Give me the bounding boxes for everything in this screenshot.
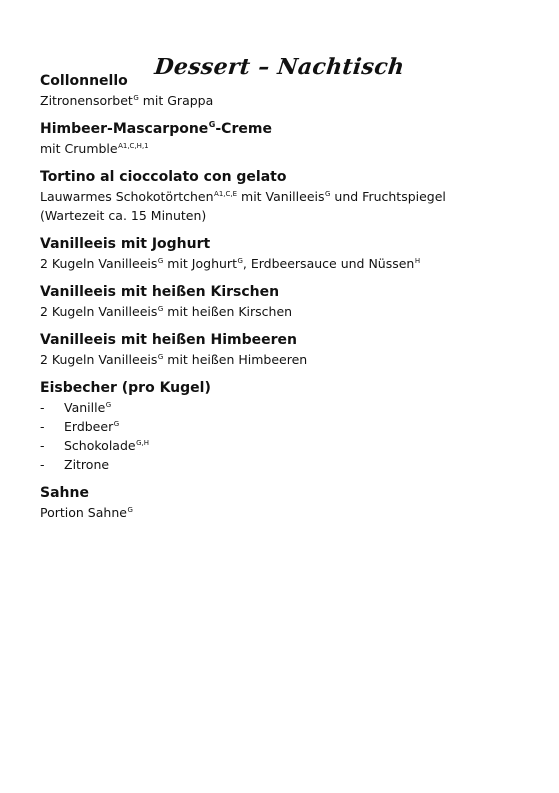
item-description bbox=[40, 350, 540, 369]
allergen-code: G bbox=[157, 257, 164, 265]
allergen-code: G,H bbox=[136, 439, 149, 447]
item-name: Vanilleeis mit heißen Kirschen bbox=[40, 284, 280, 300]
scoop-flavor-list bbox=[40, 398, 540, 474]
item-description bbox=[40, 302, 540, 321]
item-name: Vanilleeis mit Joghurt bbox=[40, 236, 211, 252]
list-item bbox=[40, 417, 540, 436]
desc-text: (Wartezeit ca. 15 Minuten) bbox=[40, 208, 207, 223]
desc-text: mit Grappa bbox=[138, 93, 214, 108]
desc-text: mit heißen Himbeeren bbox=[163, 352, 308, 367]
allergen-code: H bbox=[414, 257, 421, 265]
allergen-code: G bbox=[133, 94, 139, 102]
item-name: Tortino al cioccolato con gelato bbox=[40, 169, 287, 185]
allergen-code: A1,C,E bbox=[214, 190, 238, 198]
page-title: Dessert – Nachtisch bbox=[153, 53, 406, 80]
menu-item bbox=[40, 120, 540, 158]
desc-text: mit Joghurt bbox=[163, 256, 237, 271]
desc-text: Zitronensorbet bbox=[40, 93, 133, 108]
menu-item bbox=[40, 72, 540, 110]
desc-text: mit heißen Kirschen bbox=[163, 304, 293, 319]
allergen-code: G bbox=[113, 420, 120, 428]
dash-bullet: - bbox=[40, 419, 45, 434]
desc-text: Lauwarmes Schokotörtchen bbox=[40, 189, 214, 204]
item-name: Sahne bbox=[40, 485, 89, 501]
desc-text: mit Vanilleeis bbox=[237, 189, 325, 204]
allergen-code: G bbox=[157, 353, 164, 361]
flavor-text: Schokolade bbox=[64, 438, 136, 453]
allergen-code: G bbox=[127, 506, 133, 514]
list-item bbox=[40, 455, 540, 474]
allergen-code: G bbox=[157, 305, 164, 313]
menu-content bbox=[40, 72, 540, 532]
item-description bbox=[40, 503, 540, 522]
allergen-code: G bbox=[105, 401, 112, 409]
menu-item bbox=[40, 331, 540, 369]
desc-text: 2 Kugeln Vanilleeis bbox=[40, 304, 158, 319]
desc-text: 2 Kugeln Vanilleeis bbox=[40, 352, 158, 367]
item-description bbox=[40, 187, 540, 206]
menu-item bbox=[40, 283, 540, 321]
menu-item bbox=[40, 168, 540, 225]
desc-text: 2 Kugeln Vanilleeis bbox=[40, 256, 158, 271]
flavor-text: Erdbeer bbox=[64, 419, 114, 434]
desc-text: , Erdbeersauce und Nüssen bbox=[242, 256, 415, 271]
item-description bbox=[40, 206, 540, 225]
menu-item bbox=[40, 484, 540, 522]
flavor-text: Zitrone bbox=[64, 457, 110, 472]
item-description bbox=[40, 91, 540, 110]
desc-text: mit Crumble bbox=[40, 141, 118, 156]
dash-bullet: - bbox=[40, 400, 45, 415]
desc-text: und Fruchtspiegel bbox=[330, 189, 446, 204]
list-item bbox=[40, 398, 540, 417]
item-name: Collonnello bbox=[40, 73, 128, 89]
item-name: Vanilleeis mit heißen Himbeeren bbox=[40, 332, 297, 348]
item-name-text: Himbeer-Mascarpone bbox=[40, 121, 209, 137]
allergen-code: A1,C,H,1 bbox=[118, 142, 149, 150]
desc-text: Portion Sahne bbox=[40, 505, 127, 520]
item-description bbox=[40, 139, 540, 158]
dash-bullet: - bbox=[40, 457, 45, 472]
item-name bbox=[40, 120, 540, 139]
menu-item bbox=[40, 235, 540, 273]
item-name: Eisbecher (pro Kugel) bbox=[40, 380, 211, 396]
flavor-text: Vanille bbox=[64, 400, 106, 415]
allergen-code: G bbox=[208, 120, 216, 129]
dash-bullet: - bbox=[40, 438, 45, 453]
allergen-code: G bbox=[237, 257, 243, 265]
allergen-code: G bbox=[325, 190, 331, 198]
item-description bbox=[40, 254, 540, 273]
list-item bbox=[40, 436, 540, 455]
menu-item bbox=[40, 379, 540, 474]
item-name-text: -Creme bbox=[215, 121, 272, 137]
